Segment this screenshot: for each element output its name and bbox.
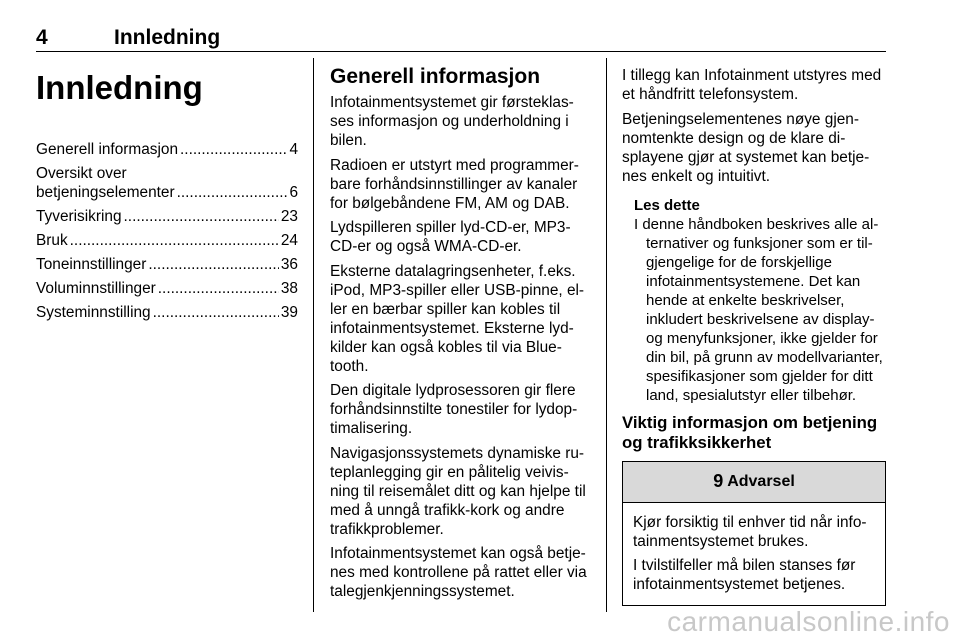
- paragraph: Den digitale lydprosessoren gir flere forhåndsinnstilte tonestiler for lydoptimalisering.: [330, 382, 578, 437]
- watermark: carmanualsonline.info: [667, 606, 950, 637]
- paragraph: Navigasjonssystemets dynamiske ruteplanlegging gir en pålitelig veivisning til reisemålet ditt og kan hjelpe til med å unngå trafikk-kork og andre trafikkproblemer.: [330, 444, 586, 538]
- toc-label: Bruk: [36, 232, 68, 249]
- toc-label: Oversikt over: [36, 165, 127, 182]
- toc-item[interactable]: [36, 164, 298, 202]
- table-of-contents: [36, 140, 298, 322]
- subsection-title: Viktig informasjon om betjening og trafikksikkerhet: [622, 412, 878, 452]
- toc-label: Systeminnstilling: [36, 304, 151, 321]
- toc-label: Voluminnstillinger: [36, 280, 156, 297]
- warning-paragraph: I tvilstilfeller må bilen stanses før infotainmentsystemet betjenes.: [633, 556, 856, 593]
- paragraph: Infotainmentsystemet gir førsteklasses informasjon og underholdning i bilen.: [330, 94, 574, 149]
- chapter-title: Innledning: [36, 69, 203, 106]
- warning-title: Advarsel: [727, 472, 795, 490]
- warning-icon: 9: [713, 471, 724, 491]
- paragraph: Betjeningselementenes nøye gjennomtenkte design og de klare displayene gjør at systemet kan betjenes enkelt og intuitivt.: [622, 110, 870, 185]
- toc-page: 23: [280, 208, 298, 225]
- toc-leader: [70, 231, 279, 250]
- warning-paragraph: Kjør forsiktig til enhver tid når infotainmentsystemet brukes.: [633, 513, 867, 550]
- paragraph: Eksterne datalagringsenheter, f.eks. iPod, MP3-spiller eller USB-pinne, eller en bærbar spiller kan kobles til infotainmentsystemet. Eksterne lydkilder kan også kobles til via Bluetooth.: [330, 262, 585, 375]
- paragraph: I tillegg kan Infotainment utstyres med et håndfritt telefonsystem.: [622, 67, 882, 103]
- warning-body: [623, 503, 885, 605]
- toc-page: 4: [289, 141, 298, 158]
- paragraph: Radioen er utstyrt med programmerbare forhåndsinnstillinger av kanaler for bølgebåndene FM, AM og DAB.: [330, 156, 579, 212]
- column-divider: [313, 58, 314, 612]
- column-right: [622, 58, 886, 606]
- toc-leader: [148, 255, 279, 274]
- warning-box: [622, 461, 886, 606]
- toc-item[interactable]: [36, 231, 298, 250]
- page-number: 4: [36, 26, 48, 49]
- toc-item[interactable]: [36, 255, 298, 274]
- toc-page: 38: [280, 280, 298, 297]
- column-divider: [606, 58, 607, 612]
- warning-header: [623, 462, 885, 503]
- toc-label: Tyverisikring: [36, 208, 122, 225]
- toc-item[interactable]: [36, 207, 298, 226]
- column-left: [36, 58, 298, 327]
- page-header: [36, 26, 886, 52]
- toc-item[interactable]: [36, 140, 298, 159]
- section-title: Generell informasjon: [330, 65, 541, 88]
- toc-item[interactable]: [36, 303, 298, 322]
- toc-leader: [124, 207, 279, 226]
- running-title: Innledning: [114, 26, 221, 49]
- note-body: I denne håndboken beskrives alle alternativer og funksjoner som er tilgjengelige for de forskjellige infotainmentsystemene. Det kan hende at enkelte beskrivelser, inkludert beskrivelsene av display- og menyfunksjoner, ikke gjelder for din bil, på grunn av modellvarianter, spesifikasjoner som gjelder for ditt land, spesialutstyr eller tilbehør.: [634, 215, 883, 404]
- toc-page: 39: [280, 304, 298, 321]
- column-middle: [330, 58, 592, 607]
- paragraph: Lydspilleren spiller lyd-CD-er, MP3-CD-er og også WMA-CD-er.: [330, 219, 571, 255]
- toc-page: 24: [280, 232, 298, 249]
- toc-label-cont: betjeningselementer: [36, 184, 175, 201]
- toc-leader: [177, 183, 288, 202]
- paragraph: Infotainmentsystemet kan også betjenes med kontrollene på rattet eller via talegjenkjenningssystemet.: [330, 545, 587, 600]
- toc-page: 36: [280, 256, 298, 273]
- toc-item[interactable]: [36, 279, 298, 298]
- toc-label: Generell informasjon: [36, 141, 179, 158]
- note-box: [634, 196, 886, 405]
- toc-leader: [158, 279, 279, 298]
- note-title: Les dette: [634, 196, 700, 214]
- toc-label: Toneinnstillinger: [36, 256, 147, 273]
- toc-leader: [153, 303, 279, 322]
- toc-leader: [180, 140, 287, 159]
- toc-page: 6: [289, 184, 298, 201]
